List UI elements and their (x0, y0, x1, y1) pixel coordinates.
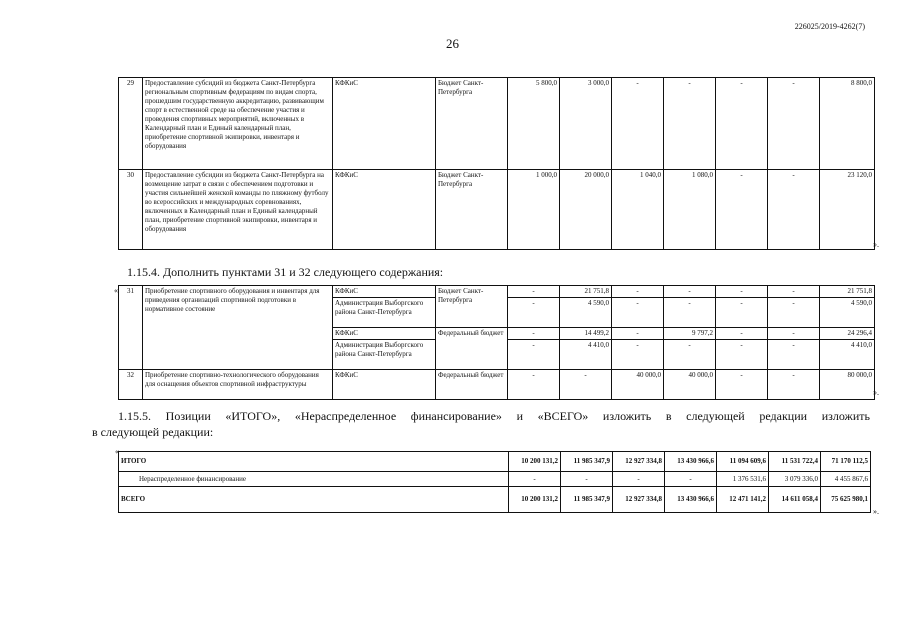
opening-quote: « (114, 286, 118, 295)
value-cell: 1 080,0 (664, 170, 716, 250)
value-cell: - (561, 472, 613, 487)
total-cell: 4 410,0 (820, 340, 875, 370)
value-cell: - (768, 328, 820, 340)
table-row (119, 487, 871, 513)
value-cell: 40 000,0 (664, 370, 716, 400)
value-cell: 13 430 966,6 (665, 452, 717, 472)
row-label: ИТОГО (119, 452, 509, 472)
value-cell: - (508, 340, 560, 370)
total-cell: 4 455 867,6 (821, 472, 871, 487)
table-totals (118, 451, 871, 513)
value-cell: 1 040,0 (612, 170, 664, 250)
value-cell: 40 000,0 (612, 370, 664, 400)
value-cell: 11 985 347,9 (561, 487, 613, 513)
table-row (119, 370, 875, 400)
value-cell: 20 000,0 (560, 170, 612, 250)
row-description: Предоставление субсидий из бюджета Санкт-Петербурга региональным спортивным федерациям по видам спорта, прошедшим государственную аккредитацию, развивающим спорт в естественной среде на обеспечение участия и проведения спортивных мероприятий, включенных в Календарный план и Единый календарный план, приобретение спортивной экипировки, инвентаря и оборудования (143, 78, 333, 170)
value-cell: 3 079 336,0 (769, 472, 821, 487)
total-cell: 80 000,0 (820, 370, 875, 400)
section-1-15-4: 1.15.4. Дополнить пунктами 31 и 32 следующего содержания: (127, 265, 444, 279)
closing-quote: ». (873, 507, 879, 516)
value-cell: - (612, 328, 664, 340)
row-number: 29 (119, 78, 143, 170)
value-cell: - (664, 78, 716, 170)
value-cell: - (716, 78, 768, 170)
row-source: Бюджет Санкт-Петербурга (436, 286, 508, 328)
row-number: 31 (119, 286, 143, 370)
value-cell: 11 531 722,4 (769, 452, 821, 472)
section-1-15-5-line-2: в следующей редакции: (92, 425, 214, 439)
value-cell: - (716, 370, 768, 400)
row-source: Федеральный бюджет (436, 370, 508, 400)
table-row (119, 472, 871, 487)
row-executor: Администрация Выборгского района Санкт-Петербурга (333, 298, 436, 328)
value-cell: - (612, 78, 664, 170)
value-cell: 11 094 609,6 (717, 452, 769, 472)
row-source: Бюджет Санкт-Петербурга (436, 78, 508, 170)
value-cell: 9 797,2 (664, 328, 716, 340)
total-cell: 21 751,8 (820, 286, 875, 298)
value-cell: 12 471 141,2 (717, 487, 769, 513)
value-cell: 4 590,0 (560, 298, 612, 328)
row-executor: КФКиС (333, 170, 436, 250)
value-cell: - (560, 370, 612, 400)
table-row (119, 452, 871, 472)
value-cell: - (509, 472, 561, 487)
value-cell: - (508, 298, 560, 328)
value-cell: 3 000,0 (560, 78, 612, 170)
value-cell: - (664, 286, 716, 298)
value-cell: - (716, 298, 768, 328)
value-cell: - (508, 328, 560, 340)
row-executor: КФКиС (333, 370, 436, 400)
row-description: Приобретение спортивно-технологического оборудования для оснащения объектов спортивной инфраструктуры (143, 370, 333, 400)
value-cell: - (716, 328, 768, 340)
row-description: Предоставление субсидии из бюджета Санкт-Петербурга на возмещение затрат в связи с обеспечением подготовки и участия сильнейшей женской команды по пляжному футболу во всероссийских и международных соревнованиях, включенных в Календарный план и Единый календарный план, приобретение спортивной экипировки, инвентаря и оборудования (143, 170, 333, 250)
value-cell: - (768, 340, 820, 370)
total-cell: 71 170 112,5 (821, 452, 871, 472)
value-cell: 14 499,2 (560, 328, 612, 340)
value-cell: - (664, 298, 716, 328)
row-label: ВСЕГО (119, 487, 509, 513)
value-cell: - (716, 340, 768, 370)
value-cell: 12 927 334,8 (613, 452, 665, 472)
value-cell: 4 410,0 (560, 340, 612, 370)
value-cell: - (612, 286, 664, 298)
value-cell: - (716, 170, 768, 250)
closing-quote: ». (873, 388, 879, 397)
value-cell: - (768, 78, 820, 170)
row-executor: КФКиС (333, 286, 436, 298)
opening-quote: « (115, 447, 119, 456)
row-source: Федеральный бюджет (436, 328, 508, 370)
total-cell: 8 800,0 (820, 78, 875, 170)
total-cell: 75 625 980,1 (821, 487, 871, 513)
value-cell: - (768, 286, 820, 298)
value-cell: 14 611 058,4 (769, 487, 821, 513)
value-cell: 13 430 966,6 (665, 487, 717, 513)
value-cell: - (508, 370, 560, 400)
value-cell: - (768, 370, 820, 400)
value-cell: - (768, 298, 820, 328)
row-number: 30 (119, 170, 143, 250)
row-number: 32 (119, 370, 143, 400)
row-executor: Администрация Выборгского района Санкт-Петербурга (333, 340, 436, 370)
row-executor: КФКиС (333, 328, 436, 340)
value-cell: - (508, 286, 560, 298)
value-cell: - (716, 286, 768, 298)
value-cell: - (664, 340, 716, 370)
row-source: Бюджет Санкт-Петербурга (436, 170, 508, 250)
value-cell: 10 200 131,2 (509, 452, 561, 472)
row-description: Приобретение спортивного оборудования и инвентаря для приведения организаций спортивной подготовки в нормативное состояние (143, 286, 333, 370)
value-cell: 21 751,8 (560, 286, 612, 298)
value-cell: 1 376 531,6 (717, 472, 769, 487)
table-row (119, 78, 875, 170)
value-cell: - (612, 340, 664, 370)
total-cell: 4 590,0 (820, 298, 875, 328)
value-cell: - (665, 472, 717, 487)
page-number: 26 (446, 36, 459, 51)
row-label: Нераспределенное финансирование (119, 472, 509, 487)
table-items-29-30 (118, 77, 875, 250)
total-cell: 24 296,4 (820, 328, 875, 340)
section-1-15-5-line-1: 1.15.5. Позиции «ИТОГО», «Нераспределенное финансирование» и «ВСЕГО» изложить в следующей редакции изложить (118, 409, 870, 423)
value-cell: 12 927 334,8 (613, 487, 665, 513)
document-number: 226025/2019-4262(7) (794, 22, 865, 31)
table-row (119, 286, 875, 298)
value-cell: 5 800,0 (508, 78, 560, 170)
closing-quote: ». (873, 240, 879, 249)
value-cell: - (613, 472, 665, 487)
table-row (119, 170, 875, 250)
total-cell: 23 120,0 (820, 170, 875, 250)
value-cell: 10 200 131,2 (509, 487, 561, 513)
row-executor: КФКиС (333, 78, 436, 170)
value-cell: 1 000,0 (508, 170, 560, 250)
value-cell: - (612, 298, 664, 328)
table-items-31-32 (118, 285, 875, 400)
value-cell: - (768, 170, 820, 250)
value-cell: 11 985 347,9 (561, 452, 613, 472)
